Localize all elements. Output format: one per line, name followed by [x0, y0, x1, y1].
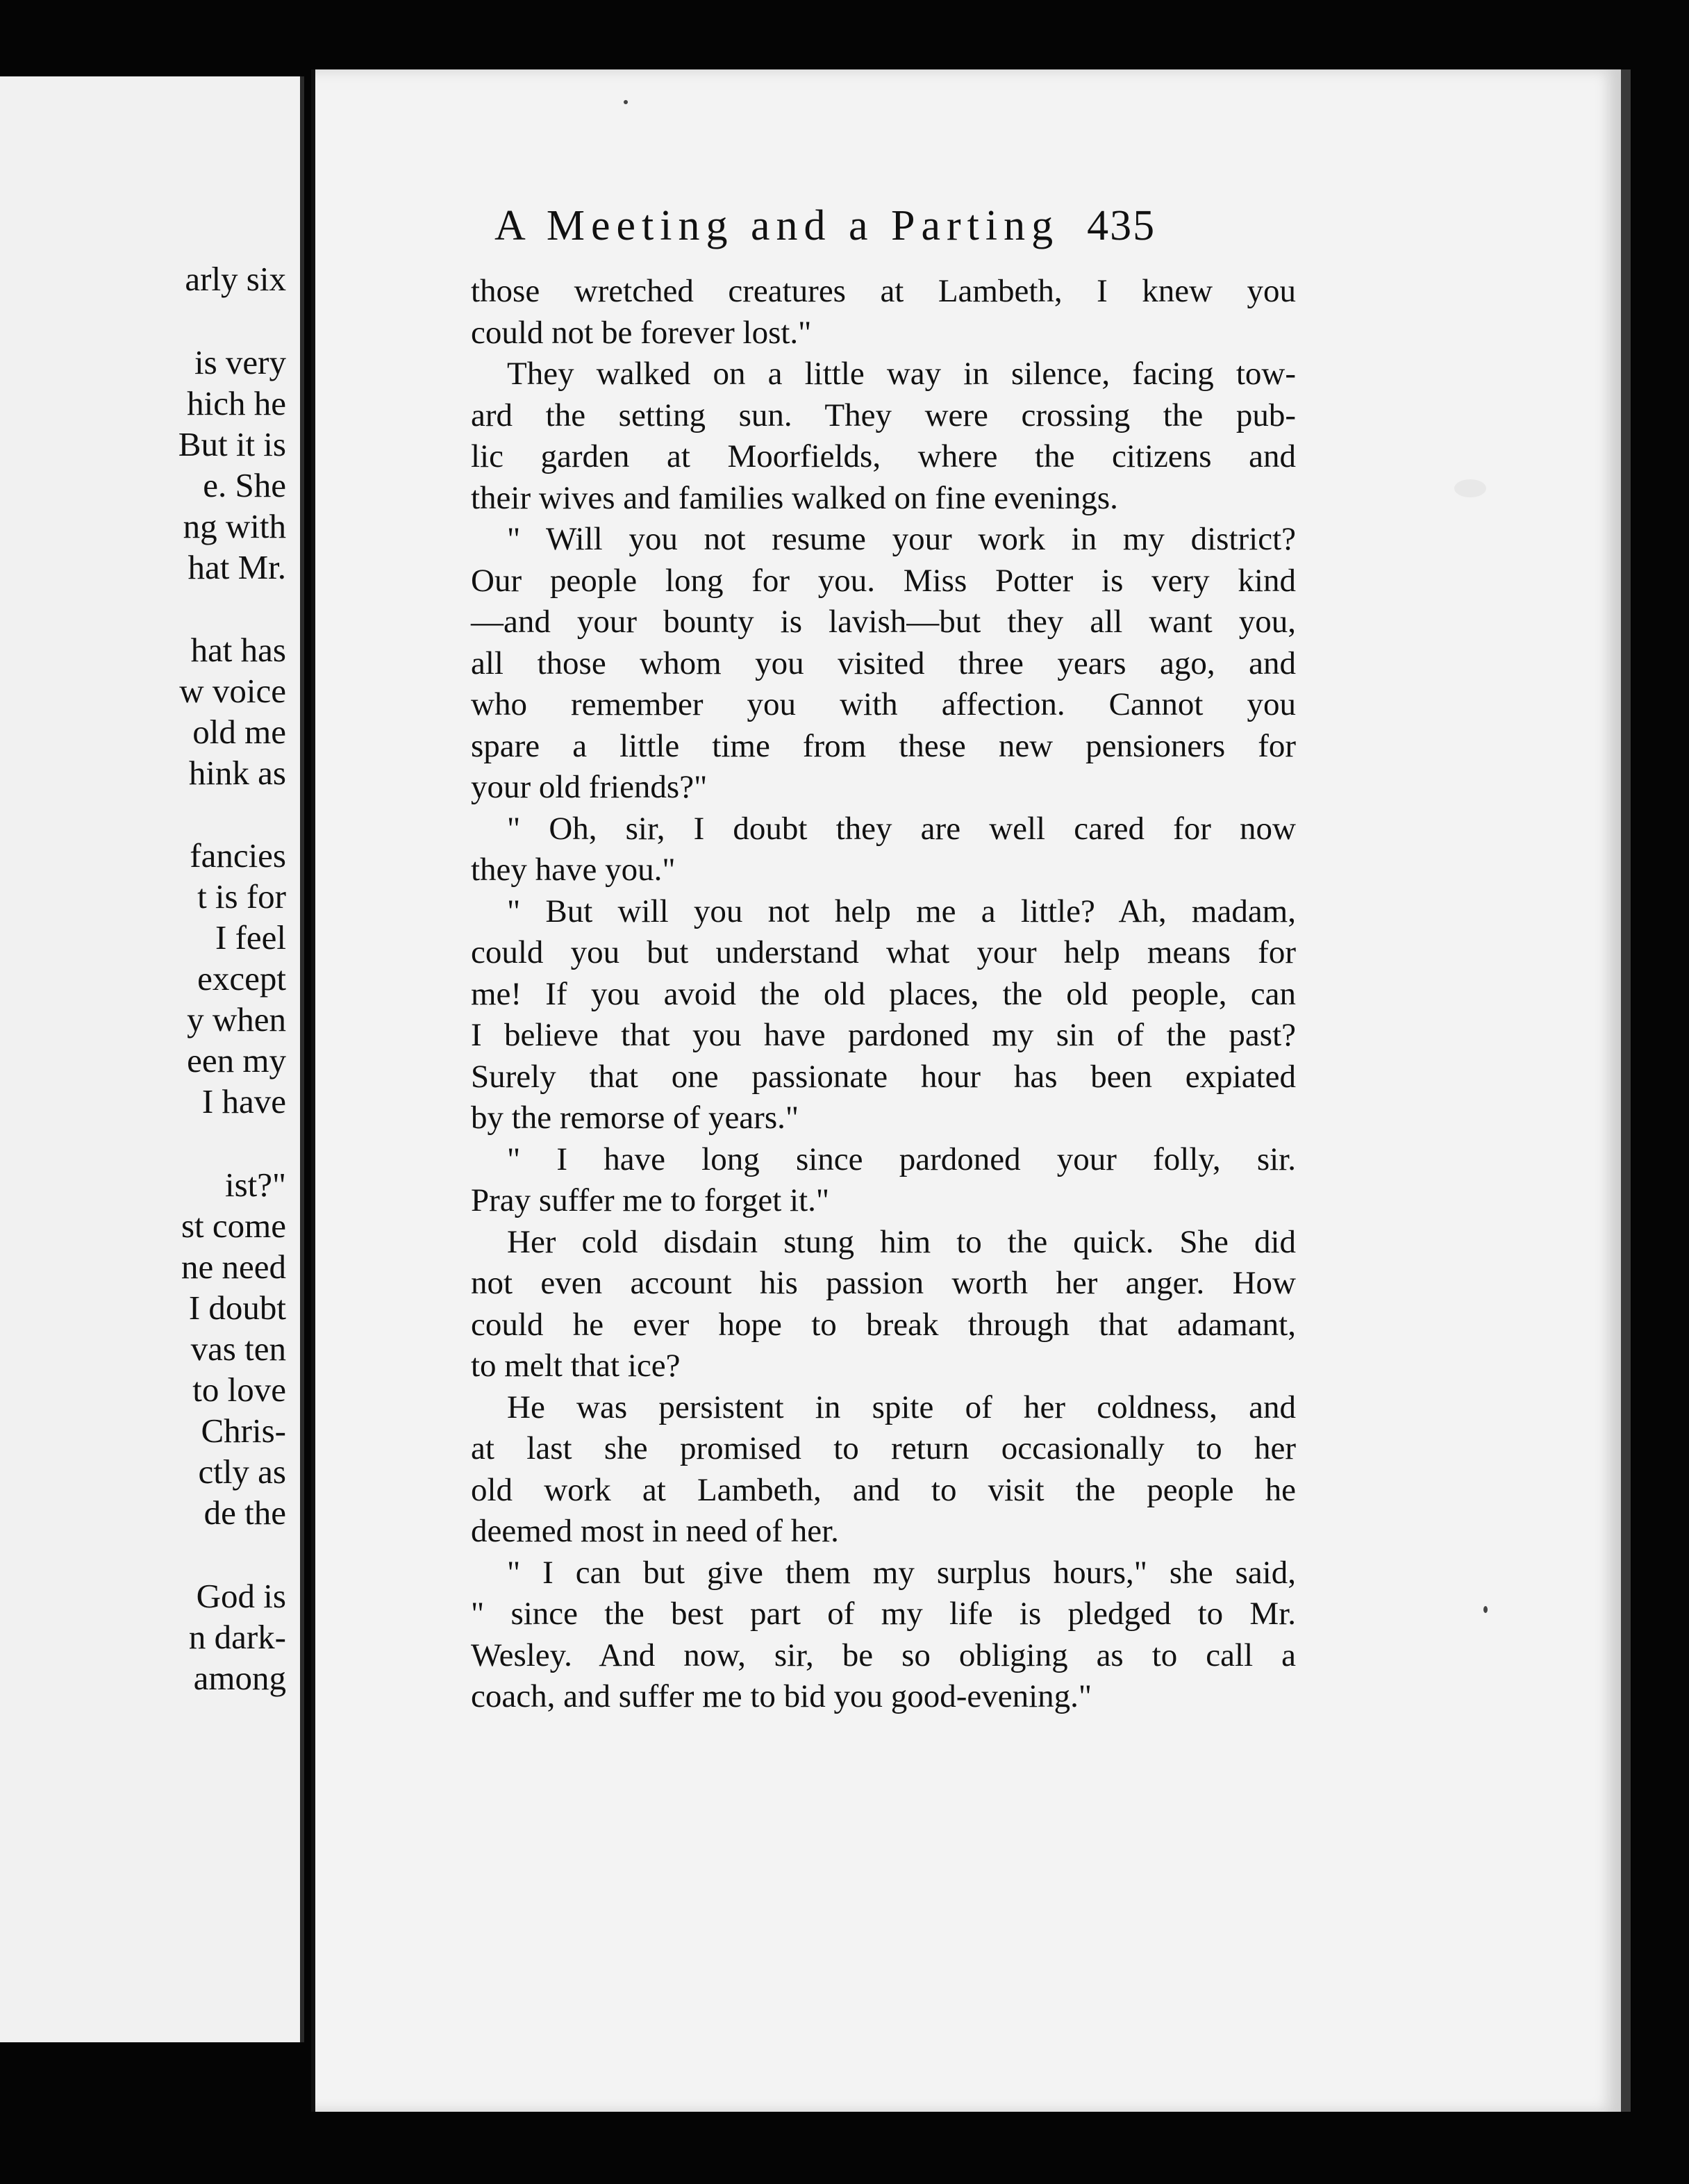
- text-line: all those whom you visited three years ago, and: [471, 645, 1296, 681]
- text-line: could not be forever lost.": [471, 314, 812, 351]
- text-line: they have you.": [471, 852, 676, 888]
- left-page-line: Chris-: [201, 1412, 286, 1450]
- left-page-line: een my: [187, 1041, 286, 1079]
- left-page-line: But it is: [178, 425, 286, 463]
- left-page-line: except: [197, 959, 286, 998]
- left-page-line: ctly as: [198, 1453, 286, 1491]
- text-line: spare a little time from these new pensioners for: [471, 727, 1296, 764]
- text-line: by the remorse of years.": [471, 1100, 799, 1136]
- ink-speck: [624, 100, 628, 104]
- left-page-line: w voice: [179, 672, 286, 710]
- text-line: those wretched creatures at Lambeth, I knew you: [471, 273, 1296, 309]
- left-page-line: de the: [203, 1494, 286, 1532]
- left-page-line: God is: [196, 1577, 286, 1615]
- left-page-line: fancies: [190, 836, 286, 875]
- text-line: to melt that ice?: [471, 1348, 681, 1384]
- text-line: " since the best part of my life is pledged to Mr.: [471, 1596, 1296, 1632]
- left-page-line: I have: [201, 1082, 286, 1120]
- text-line: " Will you not resume your work in my district?: [507, 521, 1296, 557]
- running-head: [494, 201, 1606, 251]
- left-page-line: st come: [181, 1207, 286, 1245]
- text-line: —and your bounty is lavish—but they all want you,: [471, 604, 1296, 640]
- text-line: Our people long for you. Miss Potter is very kind: [471, 562, 1296, 599]
- left-page-line: old me: [192, 713, 286, 751]
- running-head-title: A Meeting and a Parting: [494, 202, 1060, 249]
- left-page-line: hich he: [187, 384, 286, 422]
- text-line: Wesley. And now, sir, be so obliging as to call a: [471, 1637, 1296, 1673]
- left-page-line: hat has: [190, 631, 286, 669]
- left-page-line: among: [193, 1659, 286, 1697]
- left-page-line: arly six: [185, 260, 286, 298]
- text-line: lic garden at Moorfields, where the citizens and: [471, 438, 1296, 474]
- left-page-line: hat Mr.: [188, 548, 286, 586]
- page-number: 435: [1087, 202, 1156, 249]
- body-text: [471, 271, 1296, 1718]
- left-page-line: to love: [192, 1371, 286, 1409]
- left-page-line: I doubt: [188, 1289, 286, 1327]
- left-page-line: is very: [194, 343, 286, 381]
- text-line: He was persistent in spite of her coldness, and: [507, 1389, 1296, 1425]
- text-line: their wives and families walked on fine evenings.: [471, 479, 1118, 516]
- left-page-line: e. She: [203, 466, 286, 504]
- text-line: could he ever hope to break through that adamant,: [471, 1306, 1296, 1343]
- text-line: Her cold disdain stung him to the quick. She did: [507, 1223, 1296, 1260]
- left-page-line: ng with: [183, 507, 286, 545]
- text-line: " I can but give them my surplus hours," she said,: [507, 1554, 1296, 1591]
- text-line: could you but understand what your help means for: [471, 934, 1296, 970]
- text-line: not even account his passion worth her anger. How: [471, 1265, 1296, 1301]
- text-line: " I have long since pardoned your folly, sir.: [507, 1141, 1296, 1177]
- left-page-line: n dark-: [188, 1618, 286, 1656]
- ink-speck: [1483, 1606, 1488, 1613]
- left-page-line: hink as: [188, 754, 286, 792]
- text-line: at last she promised to return occasionally to her: [471, 1430, 1296, 1466]
- left-page-line: t is for: [197, 877, 286, 916]
- right-page: [311, 69, 1631, 2112]
- text-line: Surely that one passionate hour has been expiated: [471, 1058, 1296, 1095]
- left-page-line: I feel: [215, 918, 286, 957]
- text-line: old work at Lambeth, and to visit the people he: [471, 1471, 1296, 1508]
- text-line: me! If you avoid the old places, the old people, can: [471, 975, 1296, 1012]
- text-line: ard the setting sun. They were crossing the pub-: [471, 397, 1296, 433]
- left-page-line: ist?": [224, 1166, 286, 1204]
- left-page-line: ne need: [181, 1248, 286, 1286]
- text-line: who remember you with affection. Cannot you: [471, 686, 1296, 722]
- text-line: coach, and suffer me to bid you good-evening.": [471, 1678, 1092, 1714]
- left-page-line: y when: [187, 1000, 286, 1039]
- left-page-line: vas ten: [190, 1330, 286, 1368]
- paper-blemish: [1454, 479, 1486, 497]
- text-line: " But will you not help me a little? Ah, madam,: [507, 893, 1296, 929]
- text-line: Pray suffer me to forget it.": [471, 1182, 830, 1218]
- text-line: your old friends?": [471, 769, 708, 805]
- text-line: I believe that you have pardoned my sin of the past?: [471, 1017, 1296, 1053]
- left-facing-page: [0, 76, 304, 2042]
- text-line: " Oh, sir, I doubt they are well cared for now: [507, 810, 1296, 847]
- text-line: They walked on a little way in silence, facing tow-: [507, 356, 1296, 392]
- text-line: deemed most in need of her.: [471, 1513, 839, 1549]
